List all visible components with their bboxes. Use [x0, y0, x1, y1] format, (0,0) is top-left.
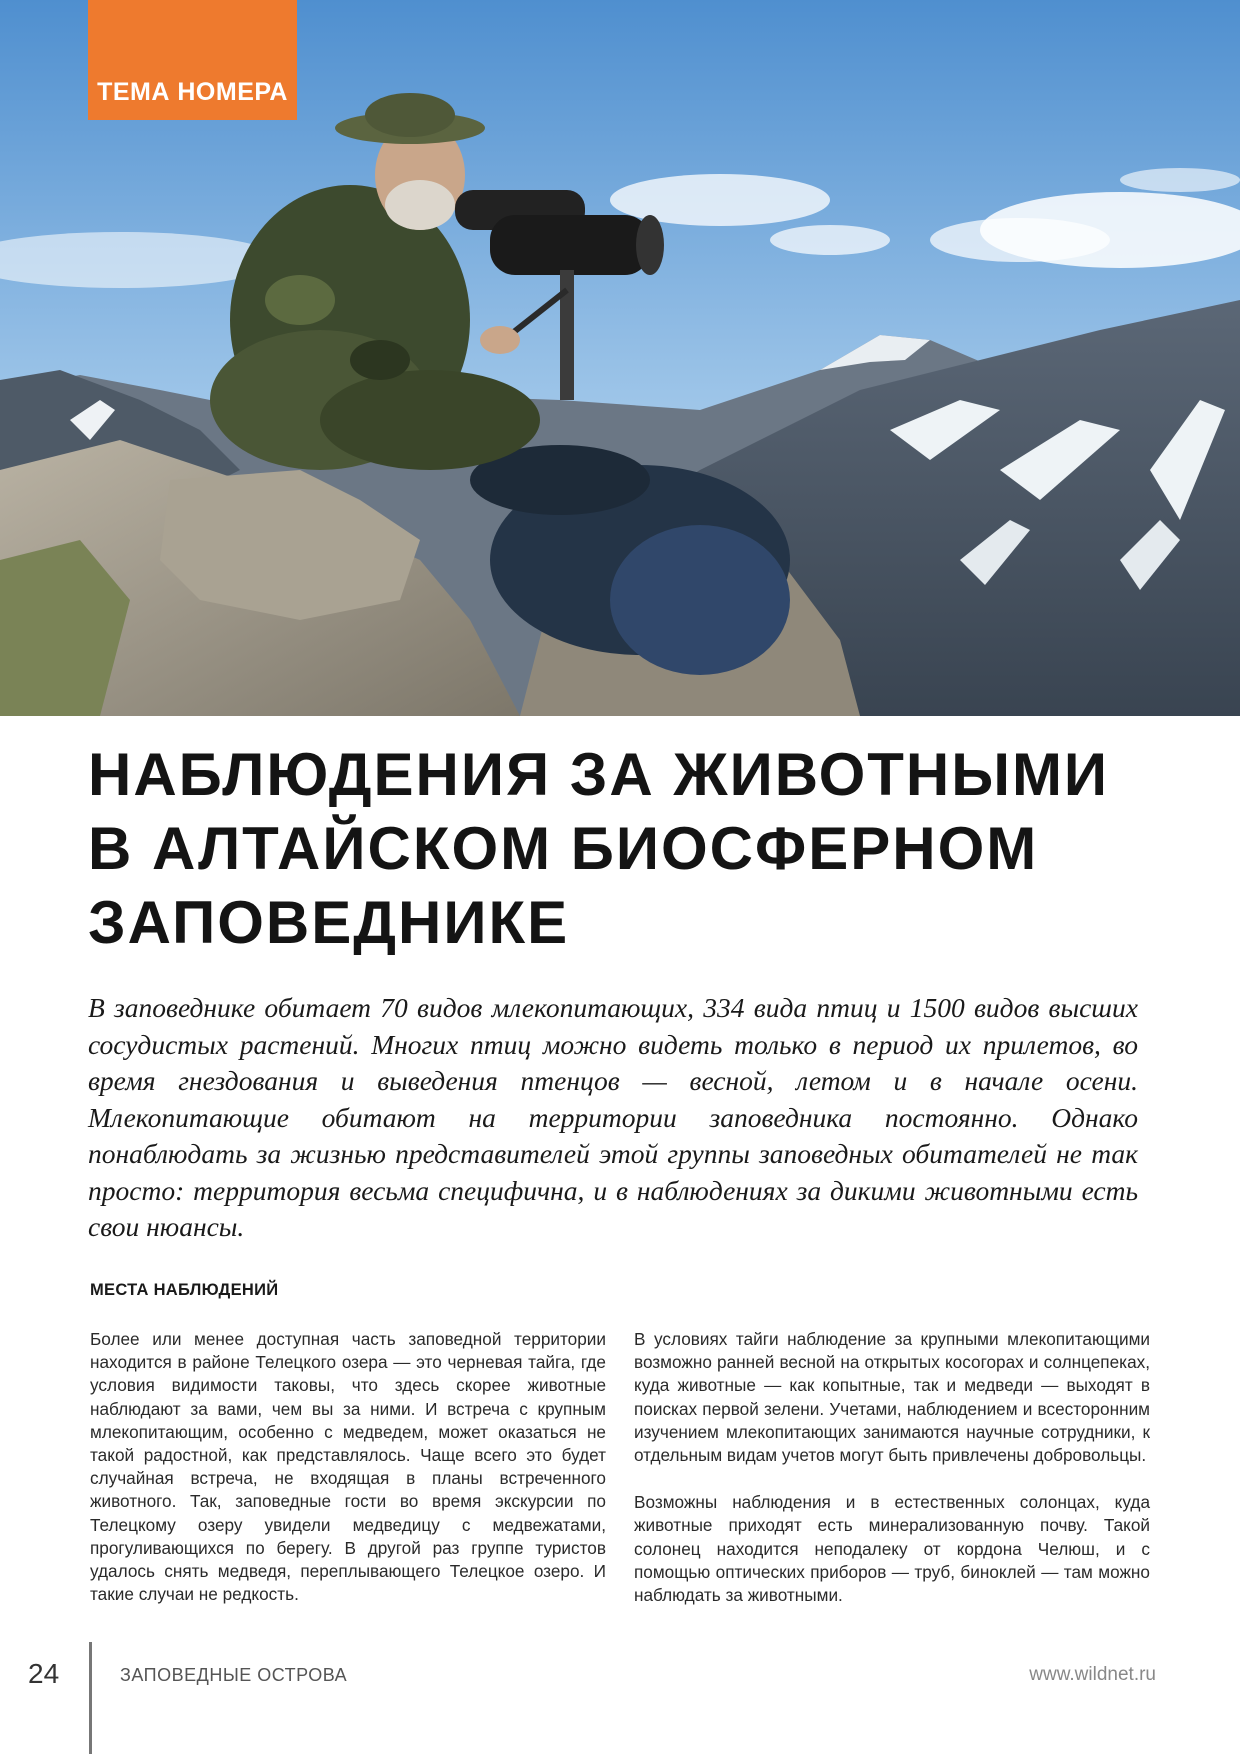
- article-headline: [88, 738, 1168, 960]
- body-paragraph: В условиях тайги наблюдение за крупными млекопитающими возможно ранней весной на открытых косогорах и солнцепеках, куда животные — как копытные, так и медведи — выходят в поисках первой зелени. Учетами, наблюдением и всесторонним изучением млекопитающих занимаются научные сотрудники, к отдельным видам учетов могут быть привлечены добровольцы.: [634, 1329, 1150, 1466]
- section-tag: ТЕМА НОМЕРА: [88, 0, 297, 120]
- body-paragraph: Возможны наблюдения и в естественных солонцах, куда животные приходят есть минерализованную почву. Такой солонец находится неподалеку от кордона Челюш, и с помощью оптических приборов — труб, биноклей — там можно наблюдать за животными.: [634, 1492, 1150, 1606]
- headline-line-3: ЗАПОВЕДНИКЕ: [88, 889, 570, 956]
- headline-line-1: НАБЛЮДЕНИЯ ЗА ЖИВОТНЫМИ: [88, 741, 1110, 808]
- website-link[interactable]: www.wildnet.ru: [1029, 1664, 1156, 1685]
- magazine-name: ЗАПОВЕДНЫЕ ОСТРОВА: [120, 1665, 348, 1685]
- article-lead: В заповеднике обитает 70 видов млекопитающих, 334 вида птиц и 1500 видов высших сосудистых растений. Многих птиц можно видеть только в период их прилетов, во время гнездования и выведения птенцов — весной, летом и в начале осени. Млекопитающие обитают на территории заповедника постоянно. Однако понаблюдать за жизнью представителей этой группы заповедных обитателей не так просто: территория весьма специфична, и в наблюдениях за дикими животными есть свои нюансы.: [88, 992, 1138, 1242]
- section-subheading: МЕСТА НАБЛЮДЕНИЙ: [90, 1281, 279, 1299]
- headline-line-2: В АЛТАЙСКОМ БИОСФЕРНОМ: [88, 815, 1039, 882]
- body-column-right: [634, 1328, 1150, 1631]
- body-paragraph: Более или менее доступная часть заповедной территории находится в районе Телецкого озера — это черневая тайга, где условия видимости таковы, что здесь скорее животные наблюдают за вами, чем вы за ними. И встреча с крупным млекопитающим, особенно с медведем, может оказаться не такой радостной, как представлялось. Чаще всего это будет случайная встреча, не входящая в планы встреченного животного. Так, заповедные гости во время экскурсии по Телецкому озеру увидели медведицу с медвежатами, прогуливающихся по берегу. В другой раз группе туристов удалось снять медведя, переплывающего Телецкое озеро. И такие случаи не редкость.: [90, 1329, 606, 1605]
- footer-divider: [89, 1642, 92, 1754]
- page-number: 24: [28, 1658, 60, 1689]
- body-column-left: [90, 1328, 606, 1630]
